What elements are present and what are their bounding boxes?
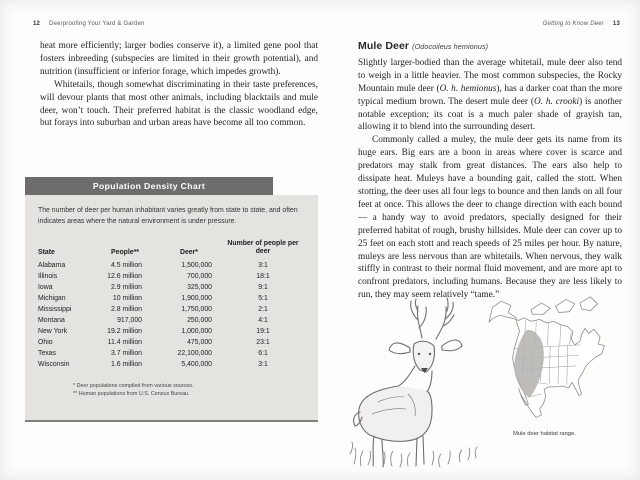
- cell-ratio: 9:1: [258, 284, 268, 292]
- chart-body: [25, 195, 318, 422]
- table-header-row: [38, 240, 318, 256]
- cell-people: 4.5 million: [110, 262, 142, 270]
- table-row: [38, 359, 318, 370]
- cell-deer: 475,000: [187, 339, 212, 347]
- table-row: [38, 348, 318, 359]
- cell-people: 2.8 million: [110, 306, 142, 314]
- cell-state: Texas: [38, 350, 56, 358]
- section-heading-mule-deer: [358, 40, 622, 54]
- cell-ratio: 3:1: [258, 262, 268, 270]
- cell-ratio: 2:1: [258, 306, 268, 314]
- chart-title-bar: Population Density Chart: [25, 177, 273, 195]
- text-run: Slightly larger-bodied than the average whitetail, mule deer also tend to weigh in a little heavier. The most common subspecies, the Rocky Mountain mule deer (: [358, 57, 622, 94]
- text-run: ), has a darker coat than the more typical medium brown. The desert mule deer (: [358, 83, 623, 107]
- table-row: [38, 282, 318, 293]
- cell-state: Montana: [38, 317, 65, 325]
- column-header-deer: Deer*: [179, 249, 198, 257]
- latin-name: O. h. hemionus: [439, 83, 497, 94]
- chart-footnotes: [73, 383, 318, 398]
- running-head-right: [543, 21, 620, 27]
- left-page-text-column: [40, 40, 318, 130]
- paragraph: Whitetails, though somewhat discriminating in their taste preferences, will devour plants that most other animals, including blacktails and mule deer, won’t touch. Their preferred habitat is the classic woodland edge, but forays into suburban and urban areas have become all too common.: [40, 79, 318, 129]
- cell-state: Wisconsin: [38, 361, 70, 369]
- cell-state: New York: [38, 328, 68, 336]
- cell-deer: 22,100,000: [177, 350, 212, 358]
- page-number-right: 13: [612, 21, 620, 27]
- cell-ratio: 5:1: [258, 295, 268, 303]
- population-table: [38, 240, 318, 370]
- cell-deer: 1,900,000: [181, 295, 212, 303]
- footnote-deer-sources: * Deer populations compiled from various sources.: [73, 383, 194, 390]
- book-title: Deerproofing Your Yard & Garden: [48, 21, 145, 27]
- cell-state: Iowa: [38, 284, 53, 292]
- cell-people: 19.2 million: [107, 328, 142, 336]
- cell-state: Mississippi: [38, 306, 72, 314]
- paragraph: Commonly called a muley, the mule deer gets its name from its huge ears. Big ears are a boon in areas where cover is scarce and predators may stalk from great distances. The ears also help to dissipate heat. Muleys have a bounding gait, called the stott. When stotting, the deer uses all four legs to bounce and then lands on all four feet at once. This allows the deer to change direction with each bound — a handy way to avoid predators, specially designed for their preferred habitat of rough, brushy hillsides. Mule deer can cover up to 25 feet on each stott and reach speeds of 25 miles per hour. By nature, muleys are less nervous than are whitetails. When nervous, they walk stiffly in contrast to their normal fluid movement, and are more apt to confront predators, including humans. Because they are less likely to run, they may seem relatively “tame.”: [358, 135, 622, 301]
- cell-deer: 1,750,000: [181, 306, 212, 314]
- cell-ratio: 3:1: [258, 361, 268, 369]
- right-page-text-column: [358, 40, 622, 302]
- table-row: [38, 293, 318, 304]
- text-run: ) is another notable exception; its coat is a much paler shade of grayish tan, allowing it to blend into the surrounding desert.: [358, 96, 622, 133]
- cell-ratio: 18:1: [256, 273, 270, 281]
- chart-intro-text: The number of deer per human inhabitant varies greatly from state to state, and often indicates areas where the natural environment is under pressure.: [38, 207, 298, 225]
- latin-name: O. h. crooki: [533, 96, 580, 107]
- map-caption: Mule deer habitat range.: [513, 431, 576, 437]
- cell-deer: 1,500,000: [181, 262, 212, 270]
- paragraph: [358, 57, 622, 134]
- cell-ratio: 6:1: [258, 350, 268, 358]
- cell-deer: 250,000: [187, 317, 212, 325]
- page-number-left: 12: [33, 21, 41, 27]
- cell-people: 12.6 million: [107, 273, 142, 281]
- table-row: [38, 260, 318, 271]
- cell-deer: 1,000,000: [181, 328, 212, 336]
- cell-deer: 700,000: [187, 273, 212, 281]
- running-head-left: [33, 21, 145, 27]
- footnote-census-bureau: ** Human populations from U.S. Census Bureau.: [73, 390, 190, 397]
- cell-state: Alabama: [38, 262, 66, 270]
- cell-people: 917,000: [117, 317, 142, 325]
- table-row: [38, 304, 318, 315]
- cell-people: 10 million: [112, 295, 142, 303]
- table-row: [38, 337, 318, 348]
- table-row: [38, 326, 318, 337]
- cell-ratio: 19:1: [256, 328, 270, 336]
- mule-deer-illustration: [348, 296, 480, 468]
- cell-people: 11.4 million: [107, 339, 142, 347]
- species-name: (Odocoileus hemionus): [412, 42, 489, 51]
- column-header-people: People**: [111, 249, 139, 257]
- cell-deer: 325,000: [187, 284, 212, 292]
- cell-ratio: 4:1: [258, 317, 268, 325]
- column-header-state: State: [38, 249, 55, 257]
- cell-state: Illinois: [38, 273, 58, 281]
- cell-state: Ohio: [38, 339, 53, 347]
- cell-people: 3.7 million: [110, 350, 142, 358]
- column-header-ratio: Number of people per deer: [227, 240, 299, 256]
- table-row: [38, 315, 318, 326]
- cell-people: 1.6 million: [110, 361, 142, 369]
- heading-text: Mule Deer: [358, 40, 410, 52]
- habitat-range-map: [482, 292, 607, 424]
- cell-deer: 5,400,000: [181, 361, 212, 369]
- cell-ratio: 23:1: [256, 339, 270, 347]
- population-density-chart: [25, 177, 318, 422]
- chapter-title: Getting to Know Deer: [542, 21, 605, 27]
- paragraph: heat more efficiently; larger bodies conserve it), a limited gene pool that fosters inbreeding (subspecies are limited in their growth potential), and nutrition (insufficient or inferior forage, which impedes growth).: [40, 41, 318, 77]
- cell-people: 2.9 million: [110, 284, 142, 292]
- table-row: [38, 271, 318, 282]
- cell-state: Michigan: [38, 295, 66, 303]
